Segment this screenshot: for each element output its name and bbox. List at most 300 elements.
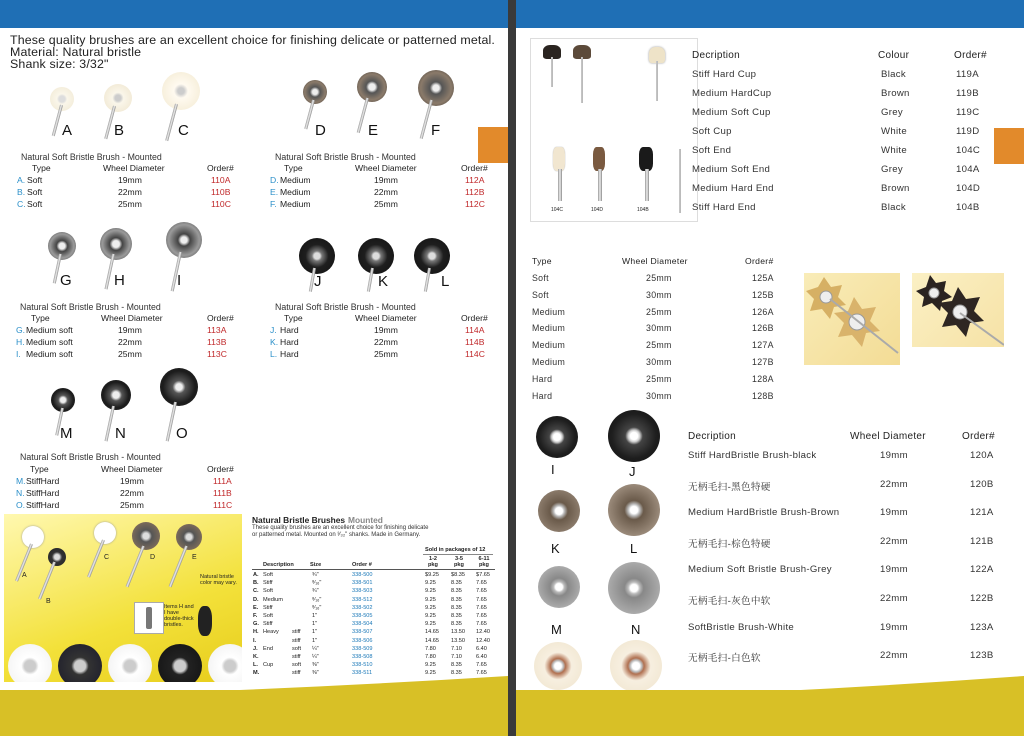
row-description: Medium Hard End: [692, 183, 774, 194]
row-price-6-11: 7.65: [476, 621, 487, 628]
row-diameter: 19mm: [118, 325, 142, 335]
row-diameter: 25mm: [374, 349, 398, 359]
row-order-number: 338-511: [352, 670, 373, 677]
row-size: 1": [312, 613, 318, 619]
row-key: D.: [270, 175, 279, 185]
row-order: 126A: [752, 306, 774, 317]
row-key: F.: [253, 613, 258, 619]
row-type: Medium: [532, 340, 566, 351]
row-size: ¾": [312, 588, 319, 595]
row-order: 113B: [207, 337, 227, 347]
package-note: Sold in packages of 12: [425, 547, 486, 553]
row-description: Medium Soft Cup: [692, 107, 771, 118]
row-price-3-5: 8.35: [451, 596, 462, 603]
photo-label-a: A: [22, 572, 27, 579]
row-order: 119A: [956, 69, 979, 80]
col-header-diameter: Wheel Diameter: [850, 431, 926, 442]
row-price-3-5: 8.35: [451, 613, 462, 619]
row-order: 112C: [465, 199, 485, 209]
row-order: 114B: [465, 337, 485, 347]
row-order: 119B: [956, 88, 979, 99]
col-header-3-5-pkg: 3-5 pkg: [454, 556, 464, 568]
row-key: D.: [253, 596, 259, 603]
row-description: Soft End: [692, 145, 732, 156]
row-order: 123A: [970, 621, 994, 633]
col-header-diameter: Wheel Diameter: [103, 163, 165, 173]
row-price-3-5: 13.50: [451, 637, 465, 644]
row-key: A.: [253, 572, 259, 578]
label-n: N: [115, 425, 126, 442]
col-header-colour: Colour: [878, 50, 910, 61]
row-price-3-5: 7.10: [451, 654, 462, 660]
table-title: Natural Soft Bristle Brush - Mounted: [20, 302, 161, 312]
wheel-label-m: M: [551, 622, 562, 637]
row-type: Soft: [532, 289, 549, 300]
row-price-6-11: 6.40: [476, 654, 487, 660]
row-price-6-11: 12.40: [476, 637, 490, 644]
row-diameter: 22mm: [880, 593, 908, 604]
col-header-order: Order#: [207, 313, 234, 323]
row-key: G.: [16, 325, 26, 335]
row-size: ¼": [312, 654, 319, 660]
row-price-3-5: 8.35: [451, 604, 462, 611]
wheel-label-l: L: [630, 541, 638, 556]
page-header-bar: [0, 0, 508, 28]
row-subtype: stiff: [292, 670, 301, 677]
col-header-diameter: Wheel Diameter: [101, 313, 163, 323]
row-order: 128A: [752, 373, 774, 384]
row-diameter: 19mm: [880, 450, 908, 461]
col-header-type: Type: [30, 464, 49, 474]
row-order-number: 338-510: [352, 662, 373, 669]
row-order: 111B: [213, 488, 232, 498]
row-order: 111C: [213, 500, 233, 510]
row-colour: White: [881, 126, 908, 137]
page-header-bar: [516, 0, 1024, 28]
label-f: F: [431, 122, 441, 139]
row-size: ⁸⁄₁₆": [312, 604, 322, 611]
row-subtype: stiff: [292, 654, 301, 660]
col-header-diameter: Wheel Diameter: [355, 163, 417, 173]
row-order: 123B: [970, 650, 994, 662]
row-description: Stiff Hard Cup: [692, 69, 757, 80]
catalog-desc-line: These quality brushes are an excellent choice for finishing delicate: [252, 525, 429, 531]
row-price-1-2: 9.25: [425, 580, 436, 587]
row-order: 104C: [956, 145, 981, 156]
table-title: Natural Soft Bristle Brush - Mounted: [20, 452, 161, 462]
row-description: Stiff HardBristle Brush-black: [688, 450, 817, 461]
row-type: Medium soft: [26, 349, 73, 359]
table-title: Natural Soft Bristle Brush - Mounted: [21, 152, 162, 162]
label-h: H: [114, 272, 125, 289]
intro-text: [10, 35, 495, 70]
row-description: 无柄毛扫-灰色中软: [688, 596, 771, 607]
row-order: 125A: [752, 273, 774, 283]
col-header-type: Type: [284, 163, 303, 173]
row-description: Medium HardBristle Brush-Brown: [688, 507, 840, 519]
row-order: 113A: [207, 325, 227, 335]
row-diameter: 22mm: [118, 337, 142, 347]
row-order: 110A: [211, 175, 231, 185]
row-diameter: 19mm: [374, 325, 398, 335]
table-title: Natural Soft Bristle Brush - Mounted: [275, 302, 416, 312]
row-key: G.: [253, 621, 259, 628]
row-size: ¼": [312, 645, 319, 652]
photo-label-d: D: [150, 554, 156, 561]
row-diameter: 25mm: [646, 340, 672, 351]
row-type: Medium soft: [26, 337, 73, 347]
row-price-3-5: 8.35: [451, 588, 462, 595]
star-brush-photo-felt: [804, 273, 900, 365]
row-type: Hard: [532, 390, 553, 401]
row-size: ⅜": [312, 662, 319, 669]
col-header-diameter: Wheel Diameter: [622, 256, 688, 266]
row-diameter: 22mm: [374, 337, 398, 347]
row-diameter: 25mm: [646, 273, 672, 283]
row-type: StiffHard: [26, 488, 60, 498]
row-price-1-2: 9.25: [425, 662, 436, 669]
page-footer-bar: [0, 690, 508, 736]
row-description: Medium: [263, 596, 283, 603]
row-price-6-11: 12.40: [476, 629, 490, 636]
label-e: E: [368, 122, 379, 139]
row-order: 127B: [752, 357, 774, 367]
row-order: 114A: [465, 325, 485, 335]
row-price-1-2: 9.25: [425, 588, 436, 595]
shank-size-line: Shank size: 3/32": [10, 56, 109, 71]
row-key: M.: [16, 476, 26, 486]
row-colour: Brown: [881, 183, 910, 194]
row-description: Soft Cup: [692, 126, 732, 137]
row-order: 110C: [211, 199, 231, 209]
row-key: H.: [16, 337, 25, 347]
col-header-diameter: Wheel Diameter: [101, 464, 163, 474]
row-description: Stiff: [263, 604, 273, 611]
row-diameter: 19mm: [374, 175, 398, 185]
row-key: I.: [16, 349, 21, 359]
row-order-number: 338-502: [352, 604, 373, 611]
wheel-label-j: J: [629, 464, 636, 479]
row-type: Hard: [280, 349, 299, 359]
photo-label-e: E: [192, 554, 197, 561]
row-subtype: stiff: [292, 629, 301, 636]
col-header-1-2-pkg: 1-2 pkg: [428, 556, 438, 568]
row-order-number: 338-507: [352, 629, 373, 636]
row-order: 110B: [211, 187, 231, 197]
row-size: ⅜": [312, 670, 319, 677]
col-header-size: Size: [310, 562, 322, 568]
row-colour: Grey: [881, 107, 903, 118]
row-price-1-2: 9.25: [425, 613, 436, 619]
page-edge-tab: [478, 127, 508, 163]
row-subtype: soft: [292, 662, 302, 669]
row-colour: Black: [881, 69, 906, 80]
page-footer-bar: [516, 690, 1024, 736]
row-description: End: [263, 645, 273, 652]
col-header-type: Type: [532, 256, 552, 266]
col-header-description: Description: [263, 562, 294, 568]
row-price-6-11: 7.65: [476, 670, 487, 677]
row-diameter: 19mm: [120, 476, 144, 486]
row-order: 119C: [956, 107, 980, 118]
photo-label-104d: 104D: [591, 207, 603, 213]
label-g: G: [60, 272, 72, 289]
row-price-1-2: 7.80: [425, 654, 436, 660]
col-header-order: Order#: [461, 163, 488, 173]
row-order: 121B: [970, 535, 994, 547]
photo-label-b: B: [46, 598, 51, 605]
col-header-order: Order#: [745, 256, 774, 266]
row-price-1-2: 9.25: [425, 604, 436, 611]
photo-label-c: C: [104, 554, 110, 561]
row-diameter: 22mm: [880, 535, 908, 547]
row-type: Medium soft: [26, 325, 73, 335]
side-view-inset: [134, 602, 164, 634]
row-order-number: 338-509: [352, 645, 373, 652]
row-order: 127A: [752, 340, 774, 351]
right-catalog-page: [516, 0, 1024, 736]
row-size: 1": [312, 637, 318, 644]
col-header-type: Type: [32, 163, 51, 173]
row-key: N.: [16, 488, 25, 498]
row-type: Medium: [280, 175, 311, 185]
col-header-order: Order#: [207, 163, 234, 173]
row-price-6-11: 7.65: [476, 580, 487, 587]
row-key: E.: [253, 604, 259, 611]
row-order-number: 338-504: [352, 621, 373, 628]
row-price-3-5: 8.35: [451, 670, 462, 677]
row-price-6-11: $7.65: [476, 572, 490, 578]
row-diameter: 25mm: [646, 306, 672, 317]
row-price-3-5: 7.10: [451, 645, 462, 652]
catalog-desc-line: or patterned metal. Mounted on ³⁄₃₂" shanks. Made in Germany.: [252, 532, 421, 538]
row-price-1-2: 14.65: [425, 629, 439, 636]
col-header-6-11-pkg: 6-11 pkg: [478, 556, 490, 568]
row-key: K.: [270, 337, 279, 347]
row-type: StiffHard: [26, 476, 60, 486]
row-key: I.: [253, 637, 257, 644]
row-key: B.: [253, 580, 259, 587]
col-header-description: Decription: [692, 50, 741, 61]
row-price-6-11: 7.65: [476, 596, 487, 603]
row-price-6-11: 7.65: [476, 613, 487, 619]
row-order-number: 338-508: [352, 654, 373, 660]
photo-label-104c: 104C: [551, 207, 563, 213]
row-size: 1": [312, 621, 318, 628]
row-key: B.: [17, 187, 26, 197]
row-size: ⁸⁄₁₆": [312, 596, 322, 603]
row-description: Heavy: [263, 629, 279, 636]
row-key: F.: [270, 199, 277, 209]
table-rule: [252, 569, 495, 570]
label-m: M: [60, 425, 73, 442]
row-size: ¾": [312, 572, 319, 578]
row-description: Stiff: [263, 621, 273, 628]
row-diameter: 19mm: [880, 507, 908, 519]
intro-line: These quality brushes are an excellent choice for finishing delicate or patterned metal.: [10, 33, 495, 47]
label-i: I: [177, 272, 182, 289]
col-header-order: Order #: [352, 562, 372, 568]
row-description: Soft: [263, 572, 273, 578]
col-header-diameter: Wheel Diameter: [355, 313, 417, 323]
row-order: 112A: [465, 175, 485, 185]
row-diameter: 25mm: [374, 199, 398, 209]
row-description: Medium Soft End: [692, 164, 771, 175]
row-price-3-5: 8.35: [451, 621, 462, 628]
row-order: 121A: [970, 507, 994, 519]
row-diameter: 22mm: [118, 187, 142, 197]
row-type: Medium: [532, 323, 566, 334]
row-diameter: 30mm: [646, 289, 672, 300]
row-order: 125B: [752, 289, 774, 300]
row-order: 104B: [956, 202, 980, 213]
row-type: Hard: [280, 337, 299, 347]
page-edge-tab: [994, 128, 1024, 164]
row-description: SoftBristle Brush-White: [688, 621, 795, 633]
row-diameter: 30mm: [646, 357, 672, 367]
row-order-number: 338-512: [352, 596, 373, 603]
row-order-number: 338-506: [352, 637, 373, 644]
row-size: ⁸⁄₁₆": [312, 580, 322, 587]
label-c: C: [178, 122, 189, 139]
row-diameter: 19mm: [118, 175, 142, 185]
row-price-6-11: 7.65: [476, 588, 487, 595]
label-l: L: [441, 273, 450, 290]
row-diameter: 25mm: [118, 199, 142, 209]
catalog-title: Natural Bristle Brushes: [252, 515, 346, 525]
row-order: 119D: [956, 126, 980, 137]
row-order: 120A: [970, 450, 994, 461]
row-type: Soft: [532, 273, 549, 283]
row-order-number: 338-505: [352, 613, 373, 619]
row-order-number: 338-500: [352, 572, 373, 578]
row-order: 122A: [970, 564, 994, 576]
row-diameter: 25mm: [120, 500, 144, 510]
row-price-3-5: 13.50: [451, 629, 465, 636]
label-j: J: [314, 273, 322, 290]
row-diameter: 19mm: [880, 564, 908, 576]
row-order: 112B: [465, 187, 485, 197]
col-header-order: Order#: [207, 464, 234, 474]
row-price-6-11: 6.40: [476, 645, 487, 652]
catalog-product-photo: [4, 514, 242, 682]
row-price-1-2: 9.25: [425, 670, 436, 677]
row-key: C.: [253, 588, 259, 595]
col-header-order: Order#: [962, 431, 995, 442]
cup-end-brush-photo: [530, 38, 698, 222]
row-price-1-2: $9.25: [425, 572, 439, 578]
wheel-label-k: K: [551, 541, 560, 556]
col-header-order: Order#: [954, 50, 987, 61]
row-type: StiffHard: [26, 500, 60, 510]
row-type: Soft: [27, 199, 43, 209]
row-price-1-2: 9.25: [425, 621, 436, 628]
material-line: Material: Natural bristle: [10, 44, 142, 59]
row-description: Stiff Hard End: [692, 202, 756, 213]
header-rule: [423, 554, 493, 555]
label-o: O: [176, 425, 188, 442]
row-type: Medium: [532, 357, 566, 367]
row-price-1-2: 9.25: [425, 596, 436, 603]
col-header-type: Type: [284, 313, 303, 323]
row-order: 104D: [956, 183, 981, 194]
row-diameter: 25mm: [646, 373, 672, 384]
row-order: 113C: [207, 349, 227, 359]
row-type: Soft: [27, 175, 43, 185]
row-type: Medium: [532, 306, 566, 317]
catalog-title-suffix: Mounted: [348, 515, 383, 525]
row-type: Medium: [280, 199, 311, 209]
row-price-3-5: $8.35: [451, 572, 465, 578]
row-key: L.: [270, 349, 278, 359]
row-order-number: 338-501: [352, 580, 373, 587]
row-key: O.: [16, 500, 26, 510]
row-price-6-11: 7.65: [476, 604, 487, 611]
left-catalog-page: [0, 0, 508, 736]
row-diameter: 22mm: [120, 488, 144, 498]
col-header-order: Order#: [461, 313, 488, 323]
row-diameter: 30mm: [646, 390, 672, 401]
table-title: Natural Soft Bristle Brush - Mounted: [275, 152, 416, 162]
row-size: 1": [312, 629, 318, 636]
row-order: 128B: [752, 390, 774, 401]
row-description: 无柄毛扫-白色软: [688, 653, 761, 665]
row-order: 114C: [465, 349, 485, 359]
row-colour: White: [881, 145, 908, 156]
star-brush-photo-black: [912, 273, 1004, 347]
label-a: A: [62, 122, 73, 139]
row-order: 122B: [970, 593, 994, 604]
wheel-label-n: N: [631, 622, 641, 637]
label-k: K: [378, 273, 389, 290]
row-key: A.: [17, 175, 26, 185]
label-d: D: [315, 122, 326, 139]
row-order-number: 338-503: [352, 588, 373, 595]
row-key: L.: [253, 662, 258, 669]
row-type: Hard: [280, 325, 299, 335]
row-key: K.: [253, 654, 259, 660]
row-order: 126B: [752, 323, 774, 334]
bristle-color-note: Natural bristle color may vary.: [200, 574, 237, 586]
row-type: Hard: [532, 373, 553, 384]
wheel-label-i: I: [551, 462, 555, 477]
row-subtype: soft: [292, 645, 302, 652]
row-key: M.: [253, 670, 260, 677]
row-diameter: 25mm: [118, 349, 142, 359]
row-type: Soft: [27, 187, 43, 197]
col-header-type: Type: [31, 313, 50, 323]
row-description: Soft: [263, 613, 273, 619]
row-diameter: 22mm: [880, 650, 908, 662]
row-description: 无柄毛扫-棕色特硬: [688, 538, 771, 550]
row-colour: Black: [881, 202, 906, 213]
row-key: J.: [270, 325, 277, 335]
row-order: 120B: [970, 478, 994, 490]
row-key: H.: [253, 629, 259, 636]
label-b: B: [114, 122, 125, 139]
row-key: J.: [253, 645, 258, 652]
row-diameter: 22mm: [374, 187, 398, 197]
col-header-description: Decription: [688, 431, 737, 442]
row-subtype: stiff: [292, 637, 301, 644]
row-price-3-5: 8.35: [451, 580, 462, 587]
row-price-1-2: 7.80: [425, 645, 436, 652]
row-diameter: 30mm: [646, 323, 672, 334]
row-description: Stiff: [263, 580, 273, 587]
photo-label-104b: 104B: [637, 207, 649, 213]
double-thick-note: Items H and I have double-thick bristles.: [164, 604, 194, 628]
row-description: Soft: [263, 588, 273, 595]
